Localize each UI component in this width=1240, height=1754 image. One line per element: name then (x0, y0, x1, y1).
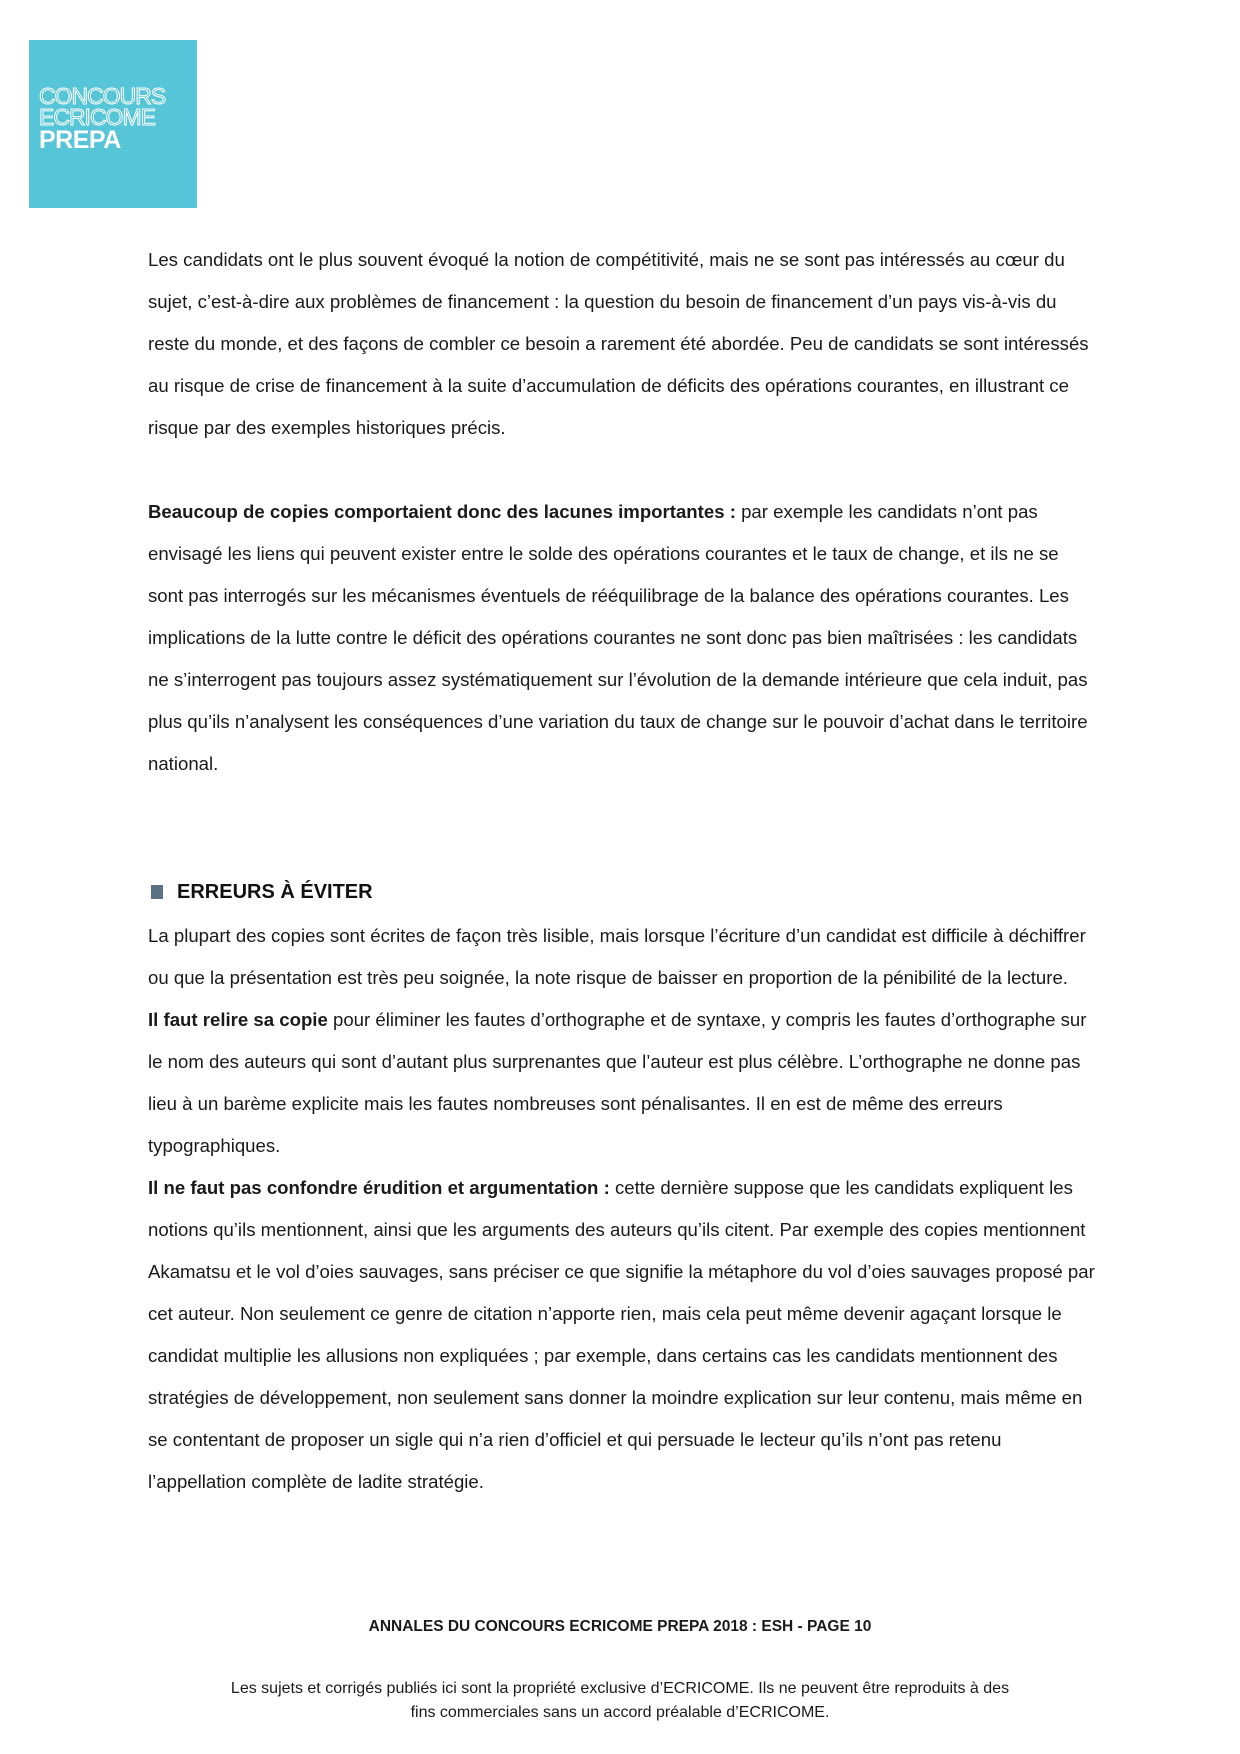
paragraph-lacunes-body: par exemple les candidats n’ont pas envisagé les liens qui peuvent exister entre le solde des opérations courantes et le taux de change, et ils ne se sont pas interrogés sur les mécanismes éventuels de rééquilibrage de la balance des opérations courantes. Les implications de la lutte contre le déficit des opérations courantes ne sont donc pas bien maîtrisées : les candidats ne s’interrogent pas toujours assez systématiquement sur l’évolution de la demande intérieure que cela induit, pas plus qu’ils n’analysent les conséquences d’une variation du taux de change sur le pouvoir d’achat dans le territoire national. (148, 501, 1088, 774)
square-bullet-icon (151, 885, 163, 899)
footer-note-line-1: Les sujets et corrigés publiés ici sont la propriété exclusive d’ECRICOME. Ils ne peuvent être reproduits à des (230, 1680, 1010, 1697)
paragraph-lisibilite: La plupart des copies sont écrites de façon très lisible, mais lorsque l’écriture d’un candidat est difficile à déchiffrer ou que la présentation est très peu soignée, la note risque de baisser en proportion de la pénibilité de la lecture. (148, 925, 1086, 988)
logo-line-prepa: PREPA (39, 126, 121, 154)
paragraph-erudition-body: cette dernière suppose que les candidats expliquent les notions qu’ils mentionnent, ainsi que les arguments des auteurs qu’ils citent. Par exemple des copies mentionnent Akamatsu et le vol d’oies sauvages, sans préciser ce que signifie la métaphore du vol d’oies sauvages proposé par cet auteur. Non seulement ce genre de citation n’apporte rien, mais cela peut même devenir agaçant lorsque le candidat multiplie les allusions non expliquées ; par exemple, dans certains cas les candidats mentionnent des stratégies de développement, non seulement sans donner la moindre explication sur leur contenu, mais même en se contentant de proposer un sigle qui n’a rien d’officiel et qui persuade le lecteur qu’ils n’ont pas retenu l’appellation complète de ladite stratégie. (148, 1177, 1095, 1492)
logo-line-concours: CONCOURS (39, 83, 166, 109)
section-gap (148, 785, 1098, 869)
paragraph-gap (148, 449, 1098, 491)
section-title: ERREURS À ÉVITER (177, 881, 373, 903)
paragraph-lacunes (148, 491, 1098, 785)
paragraph-erudition (148, 1167, 1098, 1503)
paragraph-competitivite: Les candidats ont le plus souvent évoqué la notion de compétitivité, mais ne se sont pas intéressés au cœur du sujet, c’est-à-dire aux problèmes de financement : la question du besoin de financement d’un pays vis-à-vis du reste du monde, et des façons de combler ce besoin a rarement été abordée. Peu de candidats se sont intéressés au risque de crise de financement à la suite d’accumulation de déficits des opérations courantes, en illustrant ce risque par des exemples historiques précis. (148, 249, 1089, 438)
section-heading (148, 869, 1098, 915)
page-content (148, 239, 1098, 1503)
paragraph-relire-lead: Il faut relire sa copie (148, 1009, 328, 1030)
ecricome-logo (29, 40, 197, 208)
paragraph-relire-body: pour éliminer les fautes d’orthographe et de syntaxe, y compris les fautes d’orthographe sur le nom des auteurs qui sont d’autant plus surprenantes que l’auteur est plus célèbre. L’orthographe ne donne pas lieu à un barème explicite mais les fautes nombreuses sont pénalisantes. Il en est de même des erreurs typographiques. (148, 1009, 1087, 1156)
paragraph-lacunes-lead: Beaucoup de copies comportaient donc des lacunes importantes : (148, 501, 736, 522)
footer-copyright-note (0, 1677, 1240, 1725)
footer-title: ANNALES DU CONCOURS ECRICOME PREPA 2018 : ESH - PAGE 10 (368, 1618, 872, 1635)
paragraph-relire (148, 999, 1098, 1167)
logo-line-ecricome: ECRICOME (39, 104, 155, 130)
paragraph-erudition-lead: Il ne faut pas confondre érudition et argumentation : (148, 1177, 610, 1198)
footer-note-line-2: fins commerciales sans un accord préalable d’ECRICOME. (410, 1704, 830, 1721)
